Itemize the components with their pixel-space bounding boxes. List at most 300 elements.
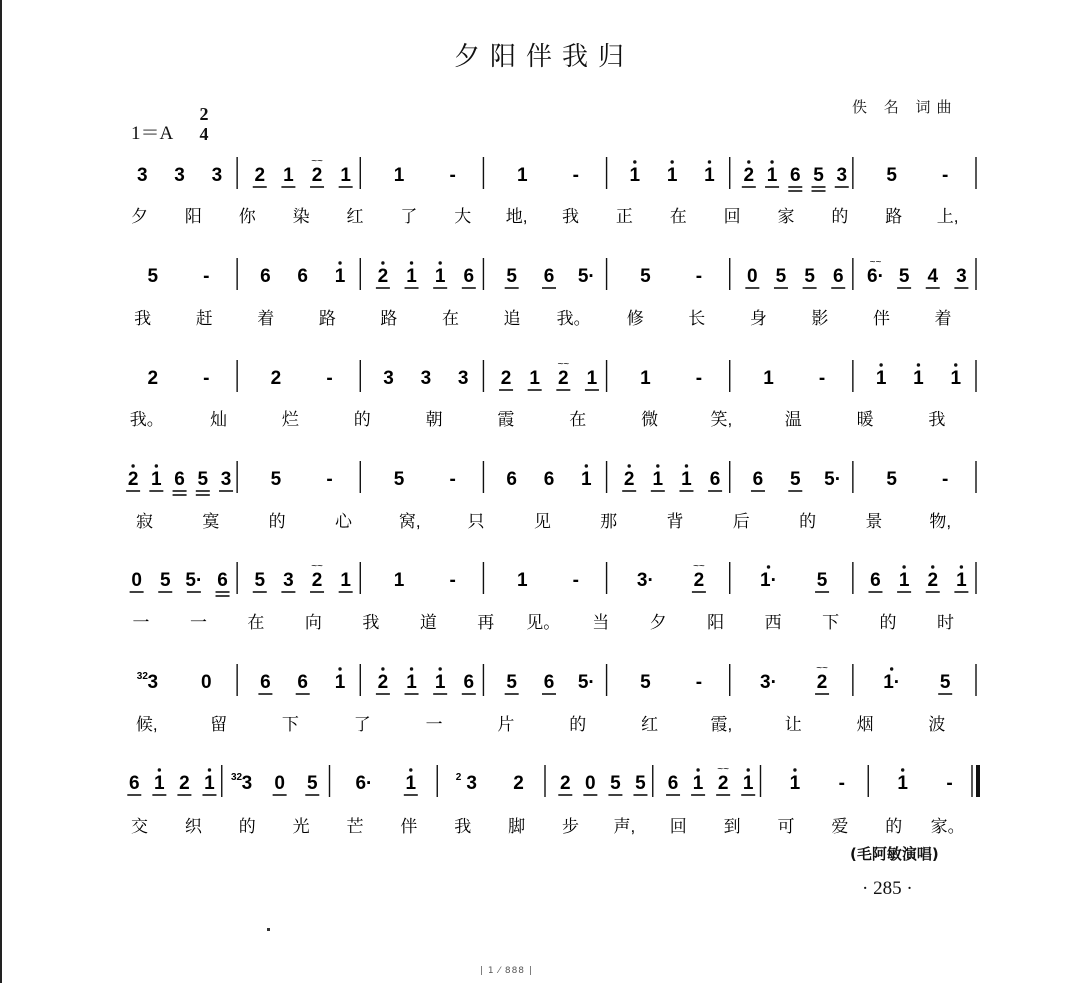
octave-dot <box>747 160 750 163</box>
lyric-syllable: 物, <box>929 512 952 531</box>
note: 4 <box>927 266 939 287</box>
note: 1 <box>956 570 967 591</box>
note: 6 <box>463 266 475 287</box>
lyric-syllable: 在 <box>247 613 265 632</box>
note: 1 <box>393 570 405 591</box>
footer-mark: | 1 ⁄ 888 | <box>480 966 533 976</box>
note: 6 <box>260 266 271 287</box>
note: 5 <box>393 469 405 490</box>
note: 3 <box>283 570 294 591</box>
note: 5 <box>804 266 815 287</box>
dash: - <box>572 165 579 186</box>
page-number: · 285 · <box>862 878 913 899</box>
trill-mark: ~~ <box>816 663 828 674</box>
note: 2 <box>743 165 755 186</box>
note: 5 <box>159 570 171 591</box>
lyric-syllable: 寂 <box>136 512 154 531</box>
note: 5 <box>775 266 787 287</box>
octave-dot <box>960 565 963 568</box>
note: 1 <box>516 570 528 591</box>
octave-dot <box>410 667 413 670</box>
note: 1 <box>406 672 417 693</box>
note: 1 <box>393 165 405 186</box>
note: 2 <box>927 570 939 591</box>
lyric-syllable: 让 <box>784 715 802 734</box>
lyric-syllable: 染 <box>292 207 310 226</box>
lyric-syllable: 了 <box>400 207 418 226</box>
lyric-syllable: 片 <box>497 715 515 734</box>
note: 0 <box>131 570 142 591</box>
note: 5· <box>824 469 842 490</box>
lyric-syllable: 赶 <box>195 309 213 328</box>
lyric-syllable: 大 <box>454 207 472 226</box>
lyric-syllable: 着 <box>934 309 952 328</box>
note: 5 <box>640 266 651 287</box>
lyric-syllable: 景 <box>865 512 883 531</box>
score-line <box>136 663 976 734</box>
lyric-syllable: 只 <box>467 512 485 531</box>
note: 5· <box>577 266 595 287</box>
note: 1 <box>340 570 351 591</box>
note: 3 <box>220 469 232 490</box>
note: 5 <box>898 266 910 287</box>
lyric-syllable: 我。 <box>556 309 591 328</box>
dash: - <box>942 165 949 186</box>
note: 1 <box>681 469 692 490</box>
dash: - <box>572 570 579 591</box>
lyric-syllable: 长 <box>688 309 706 328</box>
lyric-syllable: 夕 <box>649 613 667 632</box>
lyric-syllable: 一 <box>132 613 150 632</box>
dash: - <box>838 773 845 794</box>
lyric-syllable: 路 <box>380 309 398 328</box>
note: 5 <box>610 773 621 794</box>
lyric-syllable: 那 <box>600 512 618 531</box>
note: 6 <box>752 469 764 490</box>
lyric-syllable: 回 <box>669 817 687 836</box>
dash: - <box>695 672 703 693</box>
note: 1 <box>434 266 446 287</box>
lyric-syllable: 波 <box>928 715 946 734</box>
lyric-syllable: 的 <box>885 817 903 836</box>
note: 2 <box>147 368 159 389</box>
note: 6· <box>867 266 884 287</box>
lyric-syllable: 的 <box>569 715 587 734</box>
lyric-syllable: 窝, <box>398 512 421 531</box>
lyric-syllable: 我 <box>562 207 580 226</box>
octave-dot <box>338 667 341 670</box>
note: 3 <box>457 368 469 389</box>
trill-mark: ~~ <box>869 257 882 268</box>
note: 1 <box>581 469 592 490</box>
lyric-syllable: 光 <box>292 817 310 836</box>
lyric-syllable: 阳 <box>184 207 202 226</box>
lyric-syllable: 家 <box>777 207 795 226</box>
note: 1 <box>666 165 678 186</box>
lyric-syllable: 芒 <box>346 817 364 836</box>
trill-mark: ~~ <box>557 359 570 370</box>
score-line <box>126 461 976 531</box>
note: 6· <box>355 773 373 794</box>
trill-mark: ~~ <box>693 561 705 572</box>
performer-credit: (毛阿敏演唱) <box>850 845 939 863</box>
note: 6 <box>297 672 309 693</box>
note: 2 <box>254 165 266 186</box>
octave-dot <box>890 667 893 670</box>
lyric-syllable: 微 <box>641 410 659 429</box>
note: 1 <box>405 773 417 794</box>
note: 2 <box>717 773 729 794</box>
note: 3 <box>836 165 848 186</box>
lyric-syllable: 的 <box>268 512 286 531</box>
lyric-syllable: 后 <box>732 512 750 531</box>
note: 0 <box>585 773 596 794</box>
note: 3 <box>383 368 394 389</box>
dash: - <box>449 570 456 591</box>
octave-dot <box>770 160 773 163</box>
lyric-syllable: 我。 <box>129 410 164 429</box>
lyric-syllable: 候, <box>135 715 158 734</box>
note: 6 <box>832 266 844 287</box>
lyric-syllable: 暖 <box>856 410 874 429</box>
note: 6 <box>297 266 309 287</box>
note: 1 <box>340 165 351 186</box>
note: 1 <box>640 368 651 389</box>
score-line <box>131 156 976 226</box>
note: 2 <box>559 773 571 794</box>
octave-dot <box>155 464 158 467</box>
note: 1· <box>760 570 777 591</box>
note: 5 <box>789 469 801 490</box>
lyric-syllable: 见。 <box>526 613 561 632</box>
lyric-syllable: 我 <box>362 613 380 632</box>
octave-dot <box>585 464 588 467</box>
note: 1 <box>629 165 641 186</box>
octave-dot <box>656 464 659 467</box>
note: 6 <box>506 469 517 490</box>
note: 2 <box>311 165 323 186</box>
lyric-syllable: 在 <box>441 309 459 328</box>
grace-note: 2 <box>455 772 462 783</box>
note: 1 <box>766 165 778 186</box>
octave-dot <box>409 768 412 771</box>
octave-dot <box>410 261 413 264</box>
note: 5 <box>254 570 266 591</box>
note: 1 <box>434 672 446 693</box>
trill-mark: ~~ <box>717 764 729 775</box>
lyric-syllable: 霞 <box>497 410 515 429</box>
score-line <box>134 257 976 328</box>
octave-dot <box>158 768 161 771</box>
note: 1 <box>692 773 704 794</box>
note: 1 <box>742 773 754 794</box>
lyric-syllable: 阳 <box>707 613 725 632</box>
dash: - <box>695 368 703 389</box>
note: 2 <box>816 672 828 693</box>
lyric-syllable: 步 <box>562 817 580 836</box>
note: 0 <box>201 672 212 693</box>
lyric-syllable: 伴 <box>400 817 418 836</box>
dash: - <box>818 368 826 389</box>
note: 2 <box>377 266 389 287</box>
note: 3 <box>136 165 148 186</box>
lyric-syllable: 烂 <box>281 410 299 429</box>
lyric-syllable: 可 <box>777 817 795 836</box>
note: 2 <box>377 672 389 693</box>
note: 3· <box>636 570 654 591</box>
lyric-syllable: 向 <box>304 613 322 632</box>
note: 1 <box>789 773 801 794</box>
dash: - <box>449 165 456 186</box>
key-signature: 1＝A <box>131 123 174 144</box>
note: 1 <box>875 368 887 389</box>
note: 1 <box>406 266 417 287</box>
lyric-syllable: 正 <box>615 207 633 226</box>
dash: - <box>946 773 953 794</box>
lyricist-composer-credit: 佚 名 词曲 <box>852 98 958 116</box>
note: 6 <box>870 570 881 591</box>
octave-dot <box>381 261 384 264</box>
note: 3 <box>174 165 185 186</box>
note: 2 <box>270 368 282 389</box>
note: 5 <box>813 165 824 186</box>
dash: - <box>942 469 949 490</box>
note: 6 <box>128 773 140 794</box>
dash: - <box>203 368 210 389</box>
grace-note: 32 <box>136 671 148 682</box>
note: 3 <box>241 773 253 794</box>
octave-dot <box>931 565 934 568</box>
lyric-syllable: 路 <box>885 207 903 226</box>
note: 1 <box>204 773 215 794</box>
lyric-syllable: 修 <box>626 309 644 328</box>
note: 2 <box>127 469 139 490</box>
lyric-syllable: 的 <box>799 512 817 531</box>
note: 0 <box>274 773 285 794</box>
lyric-syllable: 道 <box>419 613 437 632</box>
note: 5 <box>506 266 517 287</box>
dash: - <box>695 266 703 287</box>
note: 1 <box>897 773 908 794</box>
note: 2 <box>558 368 569 389</box>
note: 6 <box>543 266 555 287</box>
lyric-syllable: 朝 <box>425 410 443 429</box>
note: 5 <box>197 469 209 490</box>
lyric-syllable: 夕 <box>131 207 149 226</box>
dash: - <box>449 469 456 490</box>
octave-dot <box>670 160 673 163</box>
lyric-syllable: 背 <box>666 512 684 531</box>
note: 6 <box>543 469 555 490</box>
octave-dot <box>902 565 905 568</box>
octave-dot <box>685 464 688 467</box>
lyric-syllable: 笑, <box>710 410 733 429</box>
octave-dot <box>879 363 882 366</box>
note: 1 <box>704 165 715 186</box>
octave-dot <box>338 261 341 264</box>
trill-mark: ~~ <box>311 561 323 572</box>
octave-dot <box>381 667 384 670</box>
octave-dot <box>438 261 441 264</box>
lyric-syllable: 我 <box>928 410 946 429</box>
octave-dot <box>208 768 211 771</box>
note: 6 <box>709 469 721 490</box>
octave-dot <box>627 464 630 467</box>
lyric-syllable: 路 <box>318 309 336 328</box>
note: 2 <box>179 773 190 794</box>
score-line <box>130 561 976 632</box>
dash: - <box>326 469 333 490</box>
note: 6 <box>667 773 679 794</box>
note: 1 <box>334 672 346 693</box>
octave-dot <box>131 464 134 467</box>
note: 3 <box>420 368 432 389</box>
lyric-syllable: 着 <box>257 309 275 328</box>
lyric-syllable: 声, <box>613 817 636 836</box>
octave-dot <box>954 363 957 366</box>
note: 3· <box>760 672 777 693</box>
score-line <box>127 764 978 836</box>
note: 1 <box>283 165 294 186</box>
note: 1 <box>154 773 165 794</box>
scan-speck <box>267 928 270 931</box>
note: 5 <box>270 469 282 490</box>
lyric-syllable: 我 <box>134 309 152 328</box>
note: 5 <box>635 773 646 794</box>
note: 6 <box>174 469 185 490</box>
lyric-syllable: 的 <box>831 207 849 226</box>
lyric-syllable: 寞 <box>202 512 220 531</box>
grace-note: 32 <box>230 772 243 783</box>
note: 1 <box>334 266 346 287</box>
lyric-syllable: 到 <box>723 817 741 836</box>
lyric-syllable: 的 <box>879 613 897 632</box>
note: 3 <box>466 773 477 794</box>
note: 5· <box>185 570 203 591</box>
note: 2 <box>623 469 635 490</box>
octave-dot <box>747 768 750 771</box>
lyric-syllable: 心 <box>334 512 352 531</box>
note: 1 <box>529 368 540 389</box>
lyric-syllable: 你 <box>238 207 256 226</box>
note: 3 <box>211 165 223 186</box>
lyric-syllable: 见 <box>533 512 551 531</box>
lyric-syllable: 当 <box>592 613 610 632</box>
lyric-syllable: 时 <box>937 613 955 632</box>
trill-mark: ~~ <box>311 156 323 167</box>
time-signature-bottom: 4 <box>199 124 209 144</box>
octave-dot <box>708 160 711 163</box>
lyric-syllable: 再 <box>477 613 495 632</box>
note: 3 <box>147 672 159 693</box>
note: 6 <box>789 165 801 186</box>
lyric-syllable: 影 <box>811 309 829 328</box>
octave-dot <box>917 363 920 366</box>
note: 5 <box>147 266 159 287</box>
note: 1 <box>151 469 162 490</box>
note: 1 <box>652 469 664 490</box>
note: 1 <box>516 165 528 186</box>
dash: - <box>203 266 210 287</box>
lyric-syllable: 留 <box>210 715 228 734</box>
lyric-syllable: 我 <box>454 817 472 836</box>
note: 5 <box>939 672 951 693</box>
lyric-syllable: 红 <box>346 207 364 226</box>
note: 6 <box>217 570 228 591</box>
song-title: 夕阳伴我归 <box>453 42 634 72</box>
note: 1· <box>883 672 901 693</box>
lyric-syllable: 爱 <box>831 817 849 836</box>
lyric-syllable: 霞, <box>710 715 733 734</box>
lyric-syllable: 红 <box>641 715 659 734</box>
note: 2 <box>500 368 512 389</box>
lyric-syllable: 一 <box>425 715 443 734</box>
note: 2 <box>311 570 323 591</box>
note: 5· <box>577 672 595 693</box>
score-line <box>130 359 976 429</box>
lyric-syllable: 西 <box>764 613 782 632</box>
lyric-syllable: 交 <box>131 817 149 836</box>
time-signature-top: 2 <box>199 104 209 124</box>
lyric-syllable: 脚 <box>508 817 526 836</box>
lyric-syllable: 上, <box>936 207 959 226</box>
lyric-syllable: 下 <box>822 613 840 632</box>
lyric-syllable: 的 <box>353 410 371 429</box>
note: 5 <box>306 773 318 794</box>
lyric-syllable: 地, <box>505 207 528 226</box>
lyric-syllable: 家。 <box>930 817 965 836</box>
lyric-syllable: 在 <box>669 207 687 226</box>
note: 5 <box>816 570 828 591</box>
lyric-syllable: 一 <box>189 613 207 632</box>
lyric-syllable: 伴 <box>872 309 890 328</box>
note: 2 <box>513 773 524 794</box>
note: 3 <box>956 266 967 287</box>
lyric-syllable: 织 <box>184 817 202 836</box>
lyric-syllable: 温 <box>784 410 802 429</box>
note: 1 <box>913 368 924 389</box>
note: 5 <box>886 469 897 490</box>
octave-dot <box>793 768 796 771</box>
lyric-syllable: 身 <box>749 309 767 328</box>
lyric-syllable: 的 <box>238 817 256 836</box>
octave-dot <box>633 160 636 163</box>
lyric-syllable: 了 <box>353 715 371 734</box>
lyric-syllable: 回 <box>723 207 741 226</box>
note: 2 <box>693 570 705 591</box>
octave-dot <box>901 768 904 771</box>
lyric-syllable: 追 <box>503 309 521 328</box>
octave-dot <box>438 667 441 670</box>
note: 6 <box>260 672 271 693</box>
note: 1 <box>763 368 774 389</box>
octave-dot <box>767 565 770 568</box>
lyric-syllable: 在 <box>569 410 587 429</box>
note: 1 <box>950 368 962 389</box>
note: 6 <box>543 672 555 693</box>
lyric-syllable: 烟 <box>856 715 874 734</box>
note: 0 <box>747 266 758 287</box>
note: 6 <box>463 672 475 693</box>
lyric-syllable: 下 <box>281 715 299 734</box>
lyric-syllable: 灿 <box>210 410 228 429</box>
note: 5 <box>886 165 897 186</box>
note: 1 <box>586 368 598 389</box>
note: 5 <box>640 672 651 693</box>
note: 5 <box>506 672 517 693</box>
note: 1 <box>898 570 910 591</box>
octave-dot <box>696 768 699 771</box>
